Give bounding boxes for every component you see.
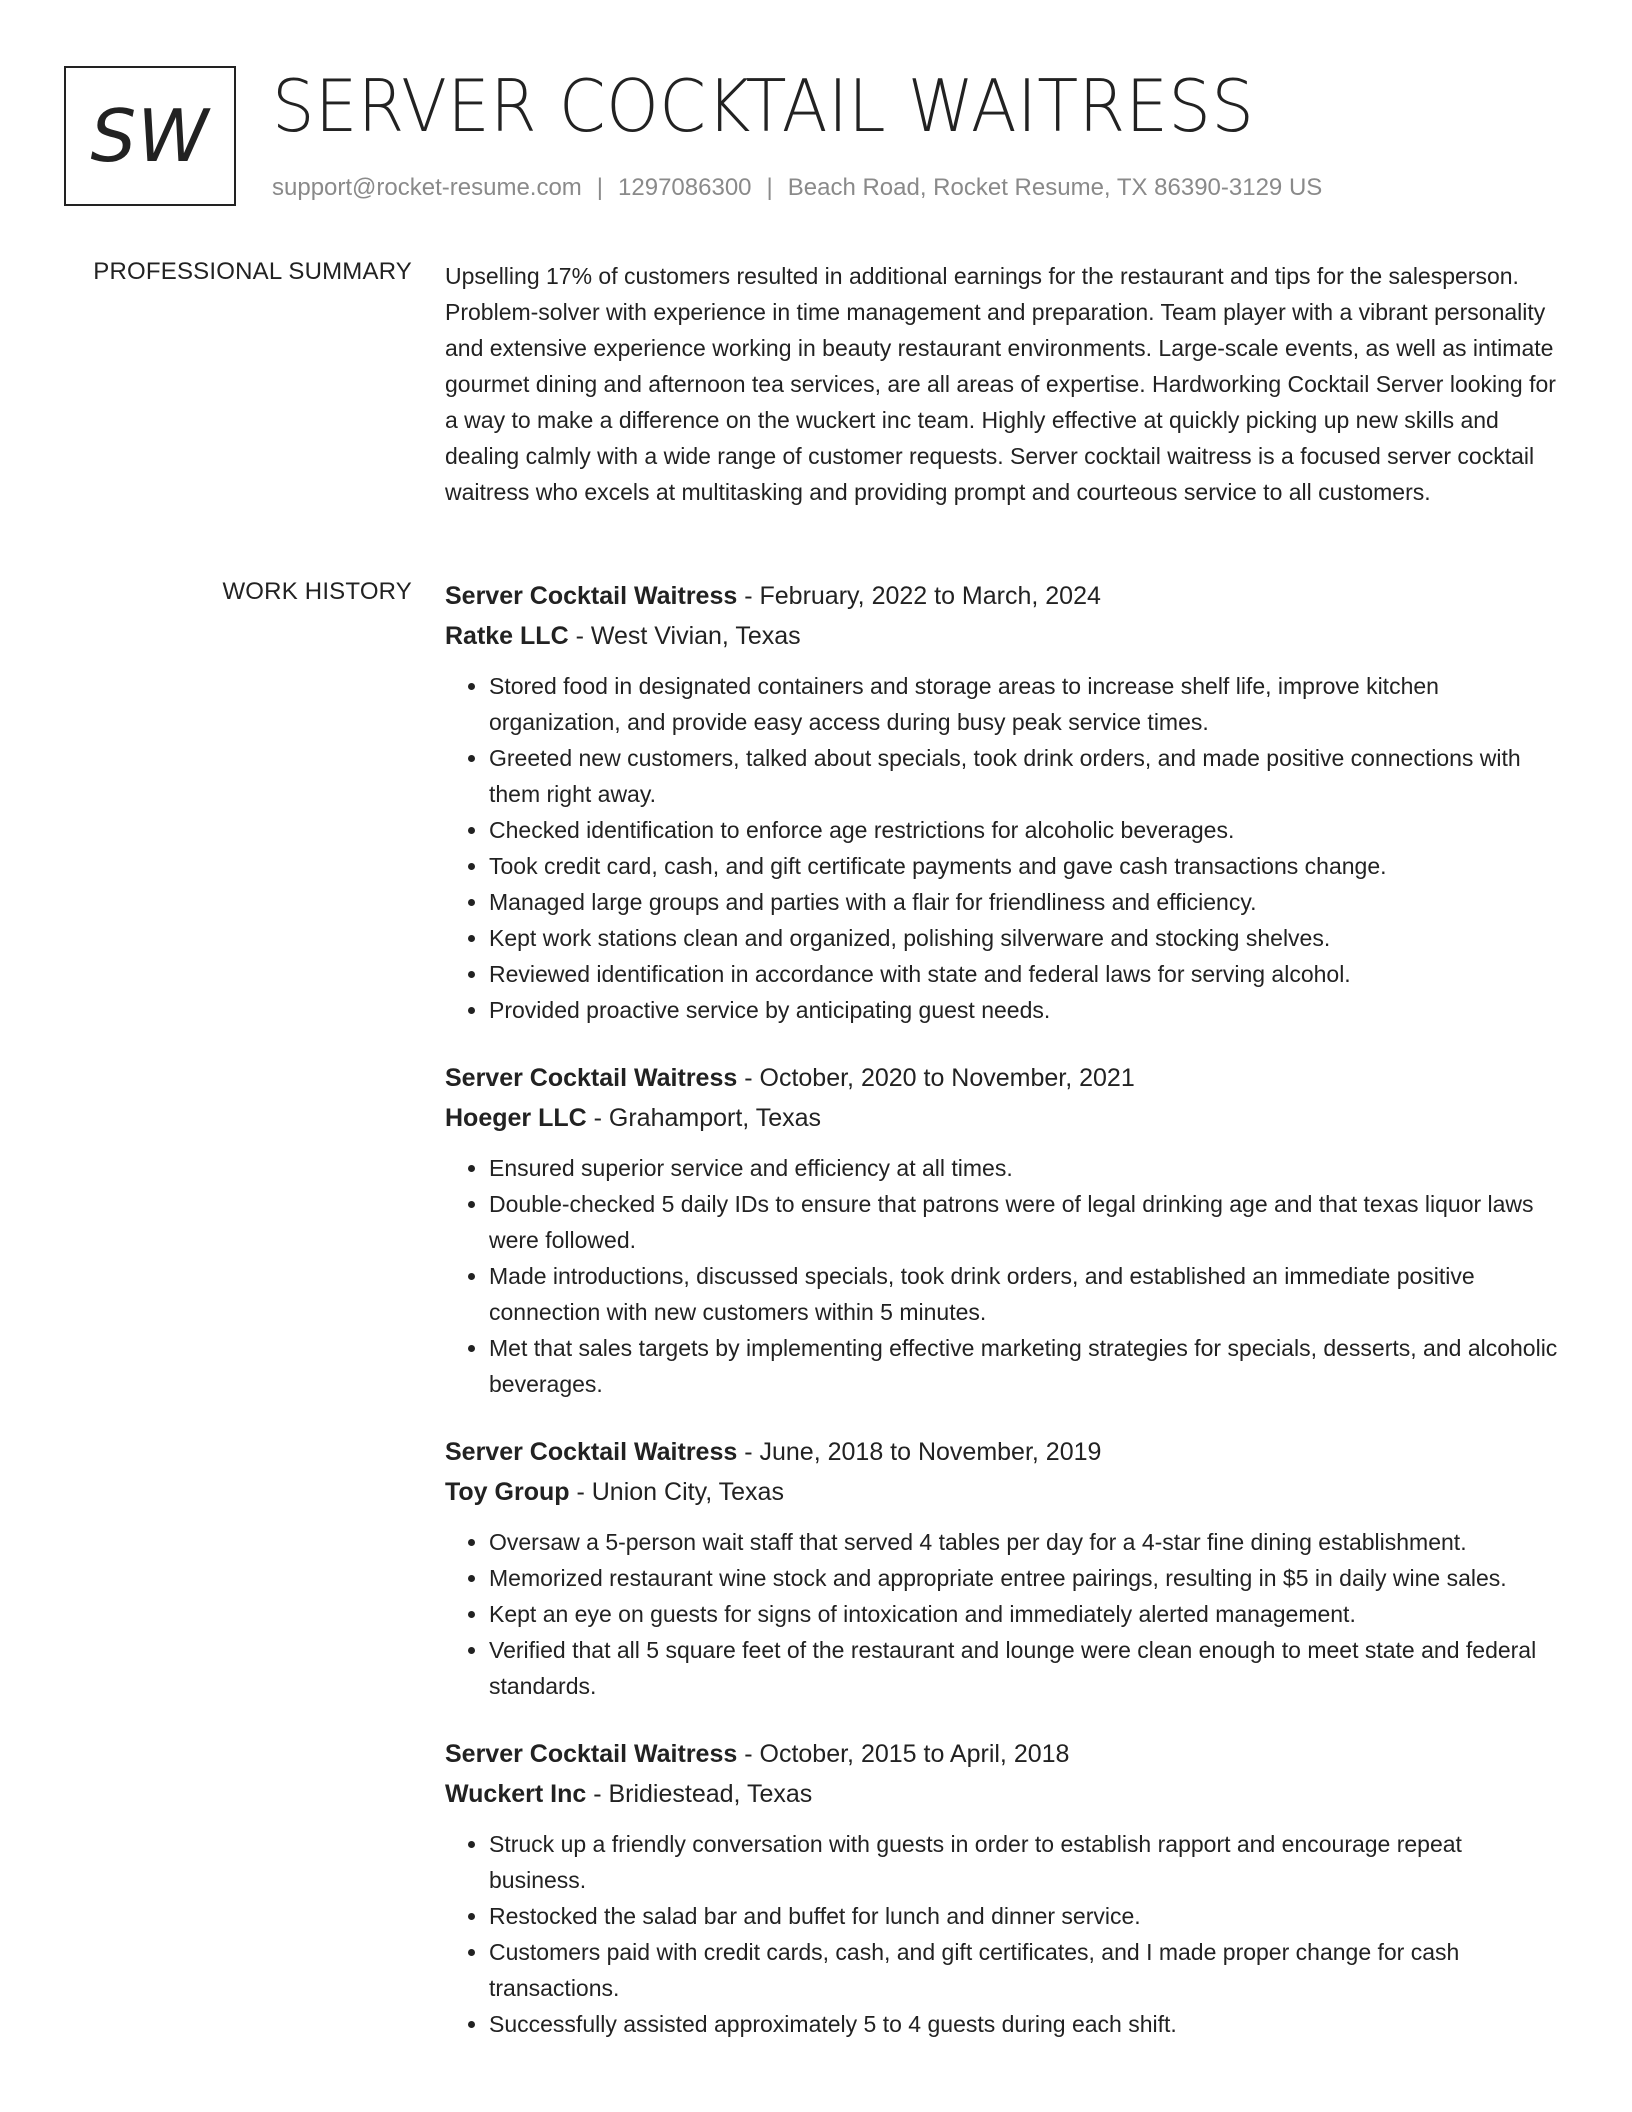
- job-bullet: • Oversaw a 5-person wait staff that served 4 tables per day for a 4-star fine dining establishment.: [489, 1524, 1565, 1560]
- contact-line: [272, 174, 1322, 202]
- job-company-line: [445, 1774, 1565, 1814]
- job-location: - Union City, Texas: [569, 1478, 784, 1506]
- job-company-line: [445, 1098, 1565, 1138]
- job-location: - West Vivian, Texas: [568, 622, 801, 650]
- work-history-body: [445, 576, 1565, 2072]
- contact-separator: |: [596, 174, 604, 201]
- summary-paragraph: Upselling 17% of customers resulted in additional earnings for the restaurant and tips for the salesperson. Problem-solver with experience in time management and preparation. Team player with a vibrant personality and extensive experience working in beauty restaurant environments. Large-scale events, as well as intimate gourmet dining and afternoon tea services, are all areas of expertise. Hardworking Cocktail Server looking for a way to make a difference on the wuckert inc team. Highly effective at quickly picking up new skills and dealing calmly with a wide range of customer requests. Server cocktail waitress is a focused server cocktail waitress who excels at multitasking and providing prompt and courteous service to all customers.: [445, 263, 1556, 505]
- job-bullet-list: [445, 1150, 1565, 1402]
- job-bullet: • Kept work stations clean and organized, polishing silverware and stocking shelves.: [489, 920, 1565, 956]
- job-title: Server Cocktail Waitress: [445, 1438, 738, 1466]
- job-bullet: • Stored food in designated containers and storage areas to increase shelf life, improve kitchen organization, and provide easy access during busy peak service times.: [489, 668, 1565, 740]
- job-dates: - June, 2018 to November, 2019: [737, 1438, 1102, 1466]
- job-bullet: • Ensured superior service and efficiency at all times.: [489, 1150, 1565, 1186]
- job-bullet: • Customers paid with credit cards, cash, and gift certificates, and I made proper change for cash transactions.: [489, 1934, 1565, 2006]
- job-bullet: • Greeted new customers, talked about specials, took drink orders, and made positive connections with them right away.: [489, 740, 1565, 812]
- job-bullet-list: [445, 1524, 1565, 1704]
- job-company: Ratke LLC: [445, 622, 569, 650]
- contact-phone: 1297086300: [618, 174, 752, 201]
- job-title-line: [445, 1058, 1565, 1098]
- job-entry: [445, 1058, 1565, 1402]
- contact-separator: |: [766, 174, 773, 201]
- candidate-name: SERVER COCKTAIL WAITRESS: [272, 64, 1255, 148]
- job-bullet: • Met that sales targets by implementing effective marketing strategies for specials, desserts, and alcoholic beverages.: [489, 1330, 1565, 1402]
- section-heading-work-history: WORK HISTORY: [222, 578, 412, 605]
- job-title-line: [445, 1432, 1565, 1472]
- job-bullet: • Kept an eye on guests for signs of intoxication and immediately alerted management.: [489, 1596, 1565, 1632]
- job-title: Server Cocktail Waitress: [445, 1740, 738, 1768]
- job-bullet: • Checked identification to enforce age restrictions for alcoholic beverages.: [489, 812, 1565, 848]
- job-bullet-list: [445, 1826, 1565, 2042]
- job-company: Wuckert Inc: [445, 1780, 587, 1808]
- job-company-line: [445, 616, 1565, 656]
- job-entry: [445, 1432, 1565, 1704]
- job-title: Server Cocktail Waitress: [445, 1064, 738, 1092]
- job-dates: - February, 2022 to March, 2024: [737, 582, 1101, 610]
- job-dates: - October, 2020 to November, 2021: [737, 1064, 1135, 1092]
- resume-header: [64, 66, 1564, 216]
- job-bullet: • Successfully assisted approximately 5 to 4 guests during each shift.: [489, 2006, 1565, 2042]
- job-bullet: • Memorized restaurant wine stock and appropriate entree pairings, resulting in $5 in daily wine sales.: [489, 1560, 1565, 1596]
- contact-email: support@rocket-resume.com: [272, 174, 582, 201]
- job-bullet-list: [445, 668, 1565, 1028]
- job-bullet: • Took credit card, cash, and gift certificate payments and gave cash transactions change.: [489, 848, 1565, 884]
- job-bullet: • Struck up a friendly conversation with guests in order to establish rapport and encourage repeat business.: [489, 1826, 1565, 1898]
- job-title-line: [445, 576, 1565, 616]
- job-bullet: • Double-checked 5 daily IDs to ensure that patrons were of legal drinking age and that texas liquor laws were followed.: [489, 1186, 1565, 1258]
- job-bullet: • Provided proactive service by anticipating guest needs.: [489, 992, 1565, 1028]
- job-company: Hoeger LLC: [445, 1104, 587, 1132]
- job-location: - Grahamport, Texas: [586, 1104, 822, 1132]
- job-dates: - October, 2015 to April, 2018: [737, 1740, 1070, 1768]
- job-bullet: • Managed large groups and parties with a flair for friendliness and efficiency.: [489, 884, 1565, 920]
- job-title: Server Cocktail Waitress: [445, 582, 738, 610]
- summary-body: [445, 258, 1565, 510]
- job-company-line: [445, 1472, 1565, 1512]
- job-title-line: [445, 1734, 1565, 1774]
- section-heading-summary: PROFESSIONAL SUMMARY: [93, 258, 412, 285]
- job-entry: [445, 1734, 1565, 2042]
- job-bullet: • Restocked the salad bar and buffet for lunch and dinner service.: [489, 1898, 1565, 1934]
- monogram-logo: SW: [64, 66, 236, 206]
- job-bullet: • Made introductions, discussed specials, took drink orders, and established an immediate positive connection with new customers within 5 minutes.: [489, 1258, 1565, 1330]
- contact-address: Beach Road, Rocket Resume, TX 86390-3129 US: [787, 174, 1323, 201]
- job-bullet: • Verified that all 5 square feet of the restaurant and lounge were clean enough to meet state and federal standards.: [489, 1632, 1565, 1704]
- job-location: - Bridiestead, Texas: [586, 1780, 813, 1808]
- job-bullet: • Reviewed identification in accordance with state and federal laws for serving alcohol.: [489, 956, 1565, 992]
- job-entry: [445, 576, 1565, 1028]
- job-company: Toy Group: [445, 1478, 570, 1506]
